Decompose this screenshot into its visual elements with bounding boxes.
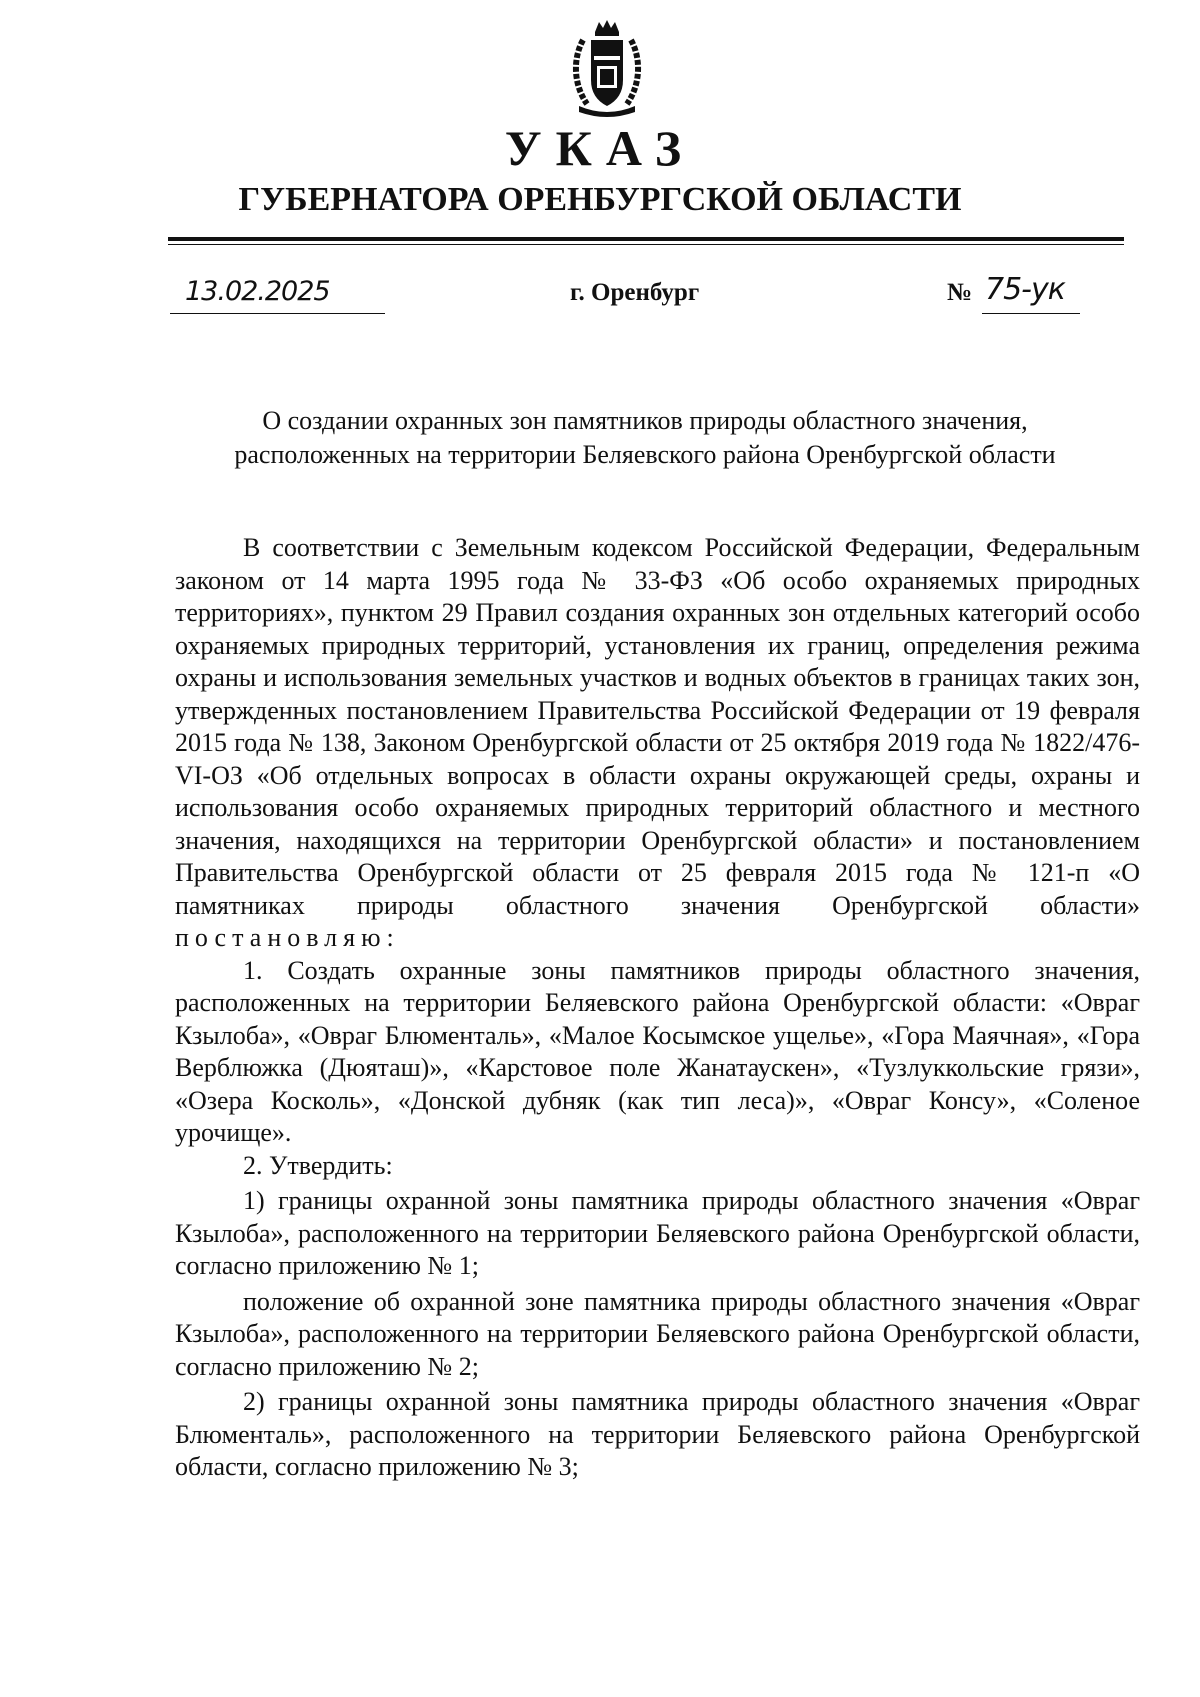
number-sign: №	[947, 279, 973, 306]
item-1-paragraph: 1. Создать охранные зоны памятников природы областного значения, расположенных на территории Беляевского района Оренбургской области: «Овраг Кзылоба», «Овраг Блюменталь», «Малое Косымское ущелье», «Гора Маячная», «Гора Верблюжка (Дюяташ)», «Карстовое поле Жанатаускен», «Тузлуккольские грязи», «Озера Косколь», «Донской дубняк (как тип леса)», «Овраг Консу», «Соленое урочище».	[175, 955, 1140, 1147]
document-body	[175, 532, 1140, 1484]
header-divider-thin	[168, 244, 1124, 245]
heading-line-1: О создании охранных зон памятников природы областного значения,	[262, 406, 1028, 435]
date-underline	[170, 313, 385, 314]
coat-of-arms-emblem	[565, 18, 649, 118]
header-divider-thick	[168, 237, 1124, 241]
preamble-paragraph	[175, 532, 1140, 955]
decree-word: постановляю:	[175, 923, 400, 952]
document-city: г. Оренбург	[570, 279, 700, 306]
document-title: УКАЗ	[504, 120, 696, 176]
document-subtitle: ГУБЕРНАТОРА ОРЕНБУРГСКОЙ ОБЛАСТИ	[238, 181, 962, 218]
preamble-text: В соответствии с Земельным кодексом Российской Федерации, Федеральным законом от 14 марта 1995 года № 33-ФЗ «Об особо охраняемых природных территориях», пунктом 29 Правил создания охранных зон отдельных категорий особо охраняемых природных территорий, установления их границ, определения режима охраны и использования земельных участков и водных объектов в границах таких зон, утвержденных постановлением Правительства Российской Федерации от 19 февраля 2015 года № 138, Законом Оренбургской области от 25 октября 2019 года № 1822/476-VI-ОЗ «Об отдельных вопросах в области охраны окружающей среды, охраны и использования особо охраняемых природных территорий областного и местного значения, находящихся на территории Оренбургской области» и постановлением Правительства Оренбургской области от 25 февраля 2015 года № 121-п «О памятниках природы областного значения Оренбургской области»	[175, 533, 1140, 920]
document-heading	[170, 404, 1120, 472]
heading-line-2: расположенных на территории Беляевского района Оренбургской области	[234, 440, 1056, 469]
number-underline	[982, 313, 1080, 314]
document-number: 75-ук	[985, 272, 1065, 307]
item-2-paragraph: 2. Утвердить:	[243, 1150, 393, 1180]
item-2-1-paragraph: 1) границы охранной зоны памятника природы областного значения «Овраг Кзылоба», расположенного на территории Беляевского района Оренбургской области, согласно приложению № 1;	[175, 1186, 1140, 1280]
item-2-2-paragraph: 2) границы охранной зоны памятника природы областного значения «Овраг Блюменталь», расположенного на территории Беляевского района Оренбургской области, согласно приложению № 3;	[175, 1387, 1140, 1481]
document-date: 13.02.2025	[185, 276, 330, 307]
item-2-1b-paragraph: положение об охранной зоне памятника природы областного значения «Овраг Кзылоба», расположенного на территории Беляевского района Оренбургской области, согласно приложению № 2;	[175, 1286, 1140, 1381]
